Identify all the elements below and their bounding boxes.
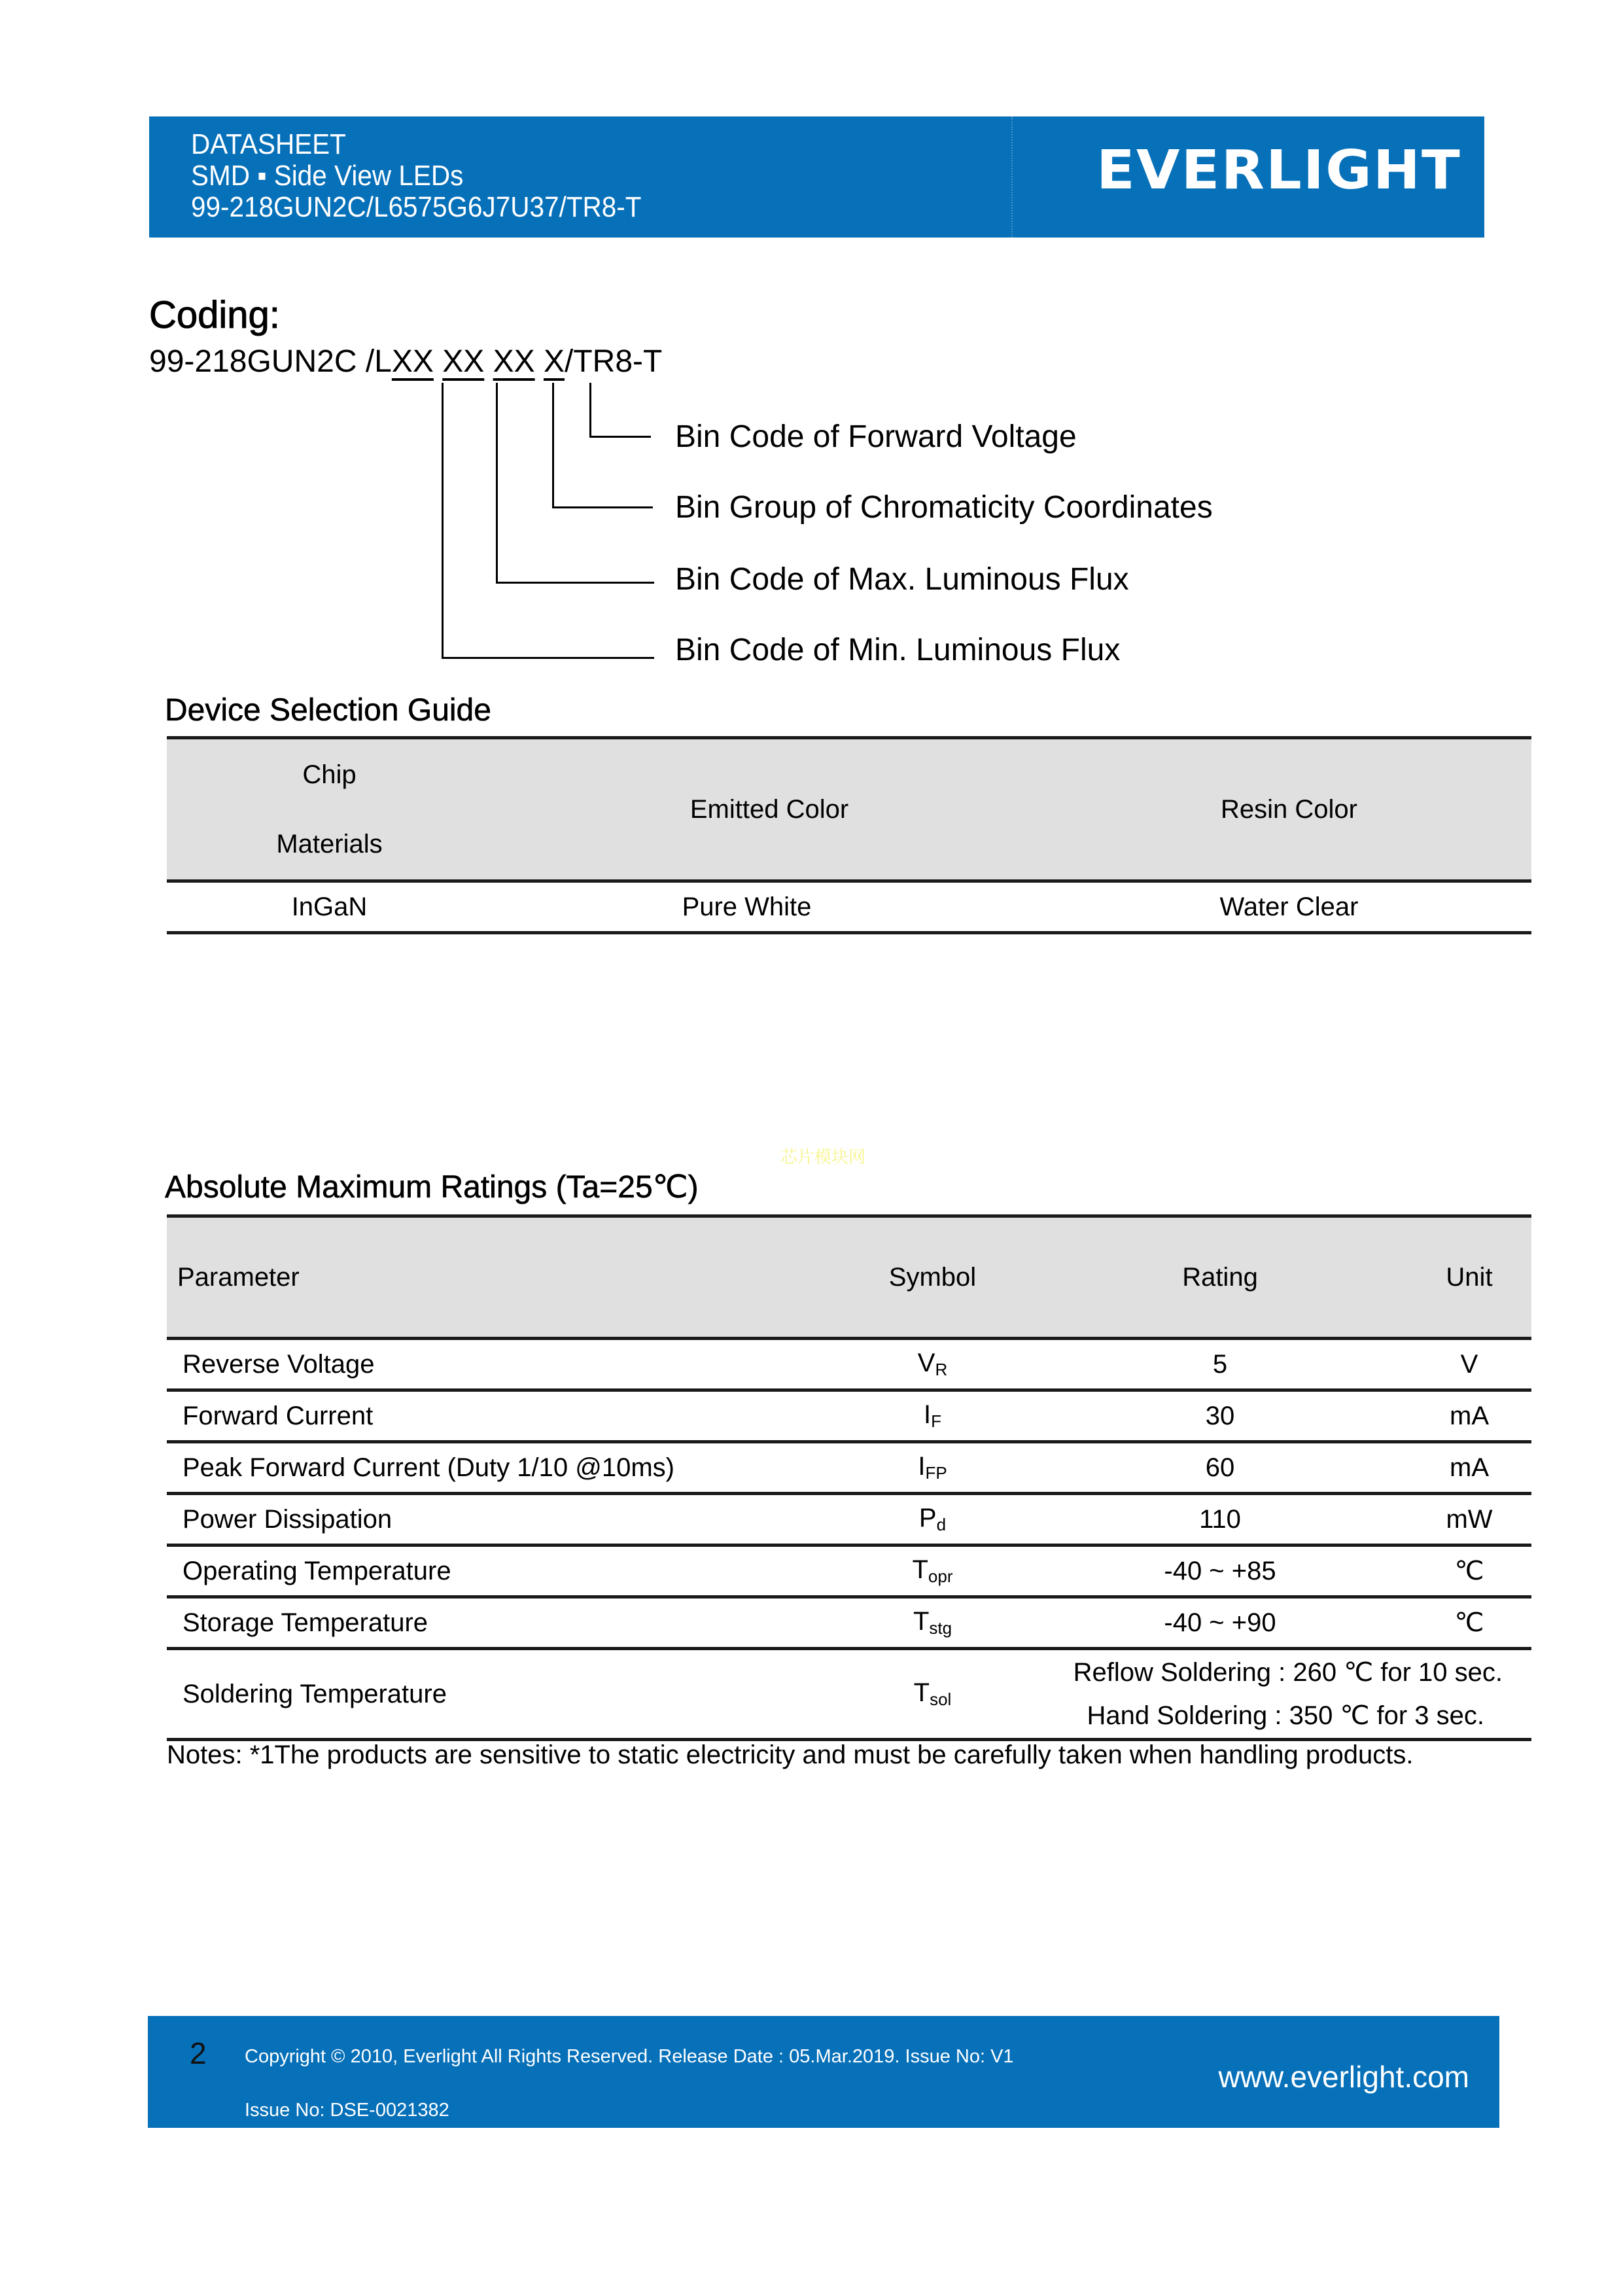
hand-soldering: Hand Soldering : 350 ℃ for 3 sec.	[1087, 1701, 1484, 1730]
label-chromaticity: Bin Group of Chromaticity Coordinates	[675, 490, 1213, 525]
col-parameter: Parameter	[167, 1216, 832, 1339]
cell-rating: 5	[1033, 1339, 1407, 1390]
cell-unit: mA	[1407, 1442, 1531, 1494]
table-row	[167, 881, 1531, 933]
code-prefix: 99-218GUN2C /L	[149, 344, 392, 379]
symbol-sub: stg	[929, 1618, 952, 1638]
cell-unit: ℃	[1407, 1545, 1531, 1597]
symbol-sub: R	[935, 1360, 948, 1379]
symbol-main: I	[918, 1452, 926, 1481]
symbol-sub: sol	[930, 1689, 952, 1709]
label-min-flux: Bin Code of Min. Luminous Flux	[675, 633, 1121, 667]
table-row	[167, 1494, 1531, 1545]
page-number: 2	[190, 2036, 207, 2070]
cell-symbol	[832, 1442, 1033, 1494]
page-footer	[148, 2016, 1499, 2128]
col-chip-label: Chip	[302, 760, 357, 789]
header-divider	[1011, 116, 1013, 238]
connector-chroma-v	[552, 383, 554, 508]
table-row	[167, 1597, 1531, 1649]
cell-symbol	[832, 1390, 1033, 1442]
col-chip-materials	[167, 738, 492, 881]
cell-parameter: Power Dissipation	[167, 1494, 832, 1545]
table-row	[167, 1545, 1531, 1597]
issue-number: Issue No: DSE-0021382	[245, 2100, 449, 2121]
reflow-soldering: Reflow Soldering : 260 ℃ for 10 sec.	[1073, 1658, 1503, 1687]
table-header-row	[167, 738, 1531, 881]
col-symbol: Symbol	[832, 1216, 1033, 1339]
connector-voltage-h	[589, 436, 651, 438]
cell-unit: mW	[1407, 1494, 1531, 1545]
page-header	[149, 116, 1484, 238]
cell-symbol	[832, 1649, 1033, 1740]
table-row	[167, 1649, 1531, 1740]
cell-unit: ℃	[1407, 1597, 1531, 1649]
cell-rating: 30	[1033, 1390, 1407, 1442]
label-max-flux: Bin Code of Max. Luminous Flux	[675, 562, 1129, 597]
symbol-main: P	[918, 1504, 937, 1532]
connector-maxflux-v	[496, 383, 498, 584]
table-header-row	[167, 1216, 1531, 1339]
symbol-main: I	[923, 1400, 932, 1429]
col-emitted-color: Emitted Color	[492, 738, 1047, 881]
connector-minflux-h	[442, 657, 654, 659]
connector-chroma-h	[552, 506, 653, 508]
table-row	[167, 1442, 1531, 1494]
col-resin-color: Resin Color	[1047, 738, 1531, 881]
everlight-logo: EVERLIGHT	[1096, 139, 1461, 202]
product-category: SMD ▪ Side View LEDs	[191, 160, 464, 192]
code-suffix: /TR8-T	[565, 344, 663, 379]
symbol-sub: FP	[925, 1463, 947, 1483]
code-seg-max-flux: XX	[442, 344, 485, 379]
cell-parameter: Soldering Temperature	[167, 1649, 832, 1740]
col-rating: Rating	[1033, 1216, 1407, 1339]
symbol-sub: F	[931, 1411, 941, 1431]
cell-chip: InGaN	[167, 881, 492, 933]
symbol-sub: d	[936, 1515, 947, 1534]
selection-guide-heading: Device Selection Guide	[165, 693, 491, 728]
copyright-text: Copyright © 2010, Everlight All Rights Reserved. Release Date : 05.Mar.2019. Issue No: V1	[245, 2046, 1014, 2067]
cell-emitted: Pure White	[492, 881, 1047, 933]
cell-symbol	[832, 1339, 1033, 1390]
table-row	[167, 1390, 1531, 1442]
cell-unit: mA	[1407, 1390, 1531, 1442]
cell-parameter: Reverse Voltage	[167, 1339, 832, 1390]
connector-voltage-v	[589, 383, 591, 438]
ratings-table	[167, 1214, 1531, 1741]
coding-heading: Coding:	[149, 294, 280, 336]
coding-string	[149, 344, 662, 380]
watermark: 芯片模块网	[780, 1148, 866, 1167]
cell-rating: -40 ~ +85	[1033, 1545, 1407, 1597]
cell-rating: 110	[1033, 1494, 1407, 1545]
selection-guide-table	[167, 736, 1531, 934]
cell-parameter: Forward Current	[167, 1390, 832, 1442]
code-seg-chromaticity: XX	[493, 344, 535, 379]
col-unit: Unit	[1407, 1216, 1531, 1339]
symbol-main: T	[913, 1678, 930, 1707]
cell-unit: V	[1407, 1339, 1531, 1390]
code-seg-voltage: X	[543, 344, 565, 379]
cell-parameter: Peak Forward Current (Duty 1/10 @10ms)	[167, 1442, 832, 1494]
label-forward-voltage: Bin Code of Forward Voltage	[675, 419, 1077, 454]
doc-type: DATASHEET	[191, 128, 346, 160]
cell-rating: -40 ~ +90	[1033, 1597, 1407, 1649]
cell-symbol	[832, 1494, 1033, 1545]
cell-rating	[1033, 1649, 1531, 1740]
table-row	[167, 1339, 1531, 1390]
cell-symbol	[832, 1545, 1033, 1597]
symbol-main: T	[912, 1555, 928, 1584]
cell-resin: Water Clear	[1047, 881, 1531, 933]
connector-maxflux-h	[496, 582, 654, 584]
ratings-heading: Absolute Maximum Ratings (Ta=25℃)	[165, 1170, 699, 1205]
cell-rating: 60	[1033, 1442, 1407, 1494]
ratings-notes: Notes: *1The products are sensitive to static electricity and must be carefully taken when handling products.	[167, 1740, 1414, 1769]
col-materials-label: Materials	[276, 830, 383, 858]
symbol-sub: opr	[928, 1566, 953, 1586]
cell-parameter: Operating Temperature	[167, 1545, 832, 1597]
website-link[interactable]: www.everlight.com	[1218, 2060, 1469, 2094]
cell-symbol	[832, 1597, 1033, 1649]
cell-parameter: Storage Temperature	[167, 1597, 832, 1649]
connector-minflux-v	[442, 383, 444, 659]
symbol-main: T	[913, 1607, 930, 1636]
symbol-main: V	[917, 1349, 935, 1377]
part-number: 99-218GUN2C/L6575G6J7U37/TR8-T	[191, 191, 642, 223]
code-seg-min-flux: XX	[391, 344, 434, 379]
